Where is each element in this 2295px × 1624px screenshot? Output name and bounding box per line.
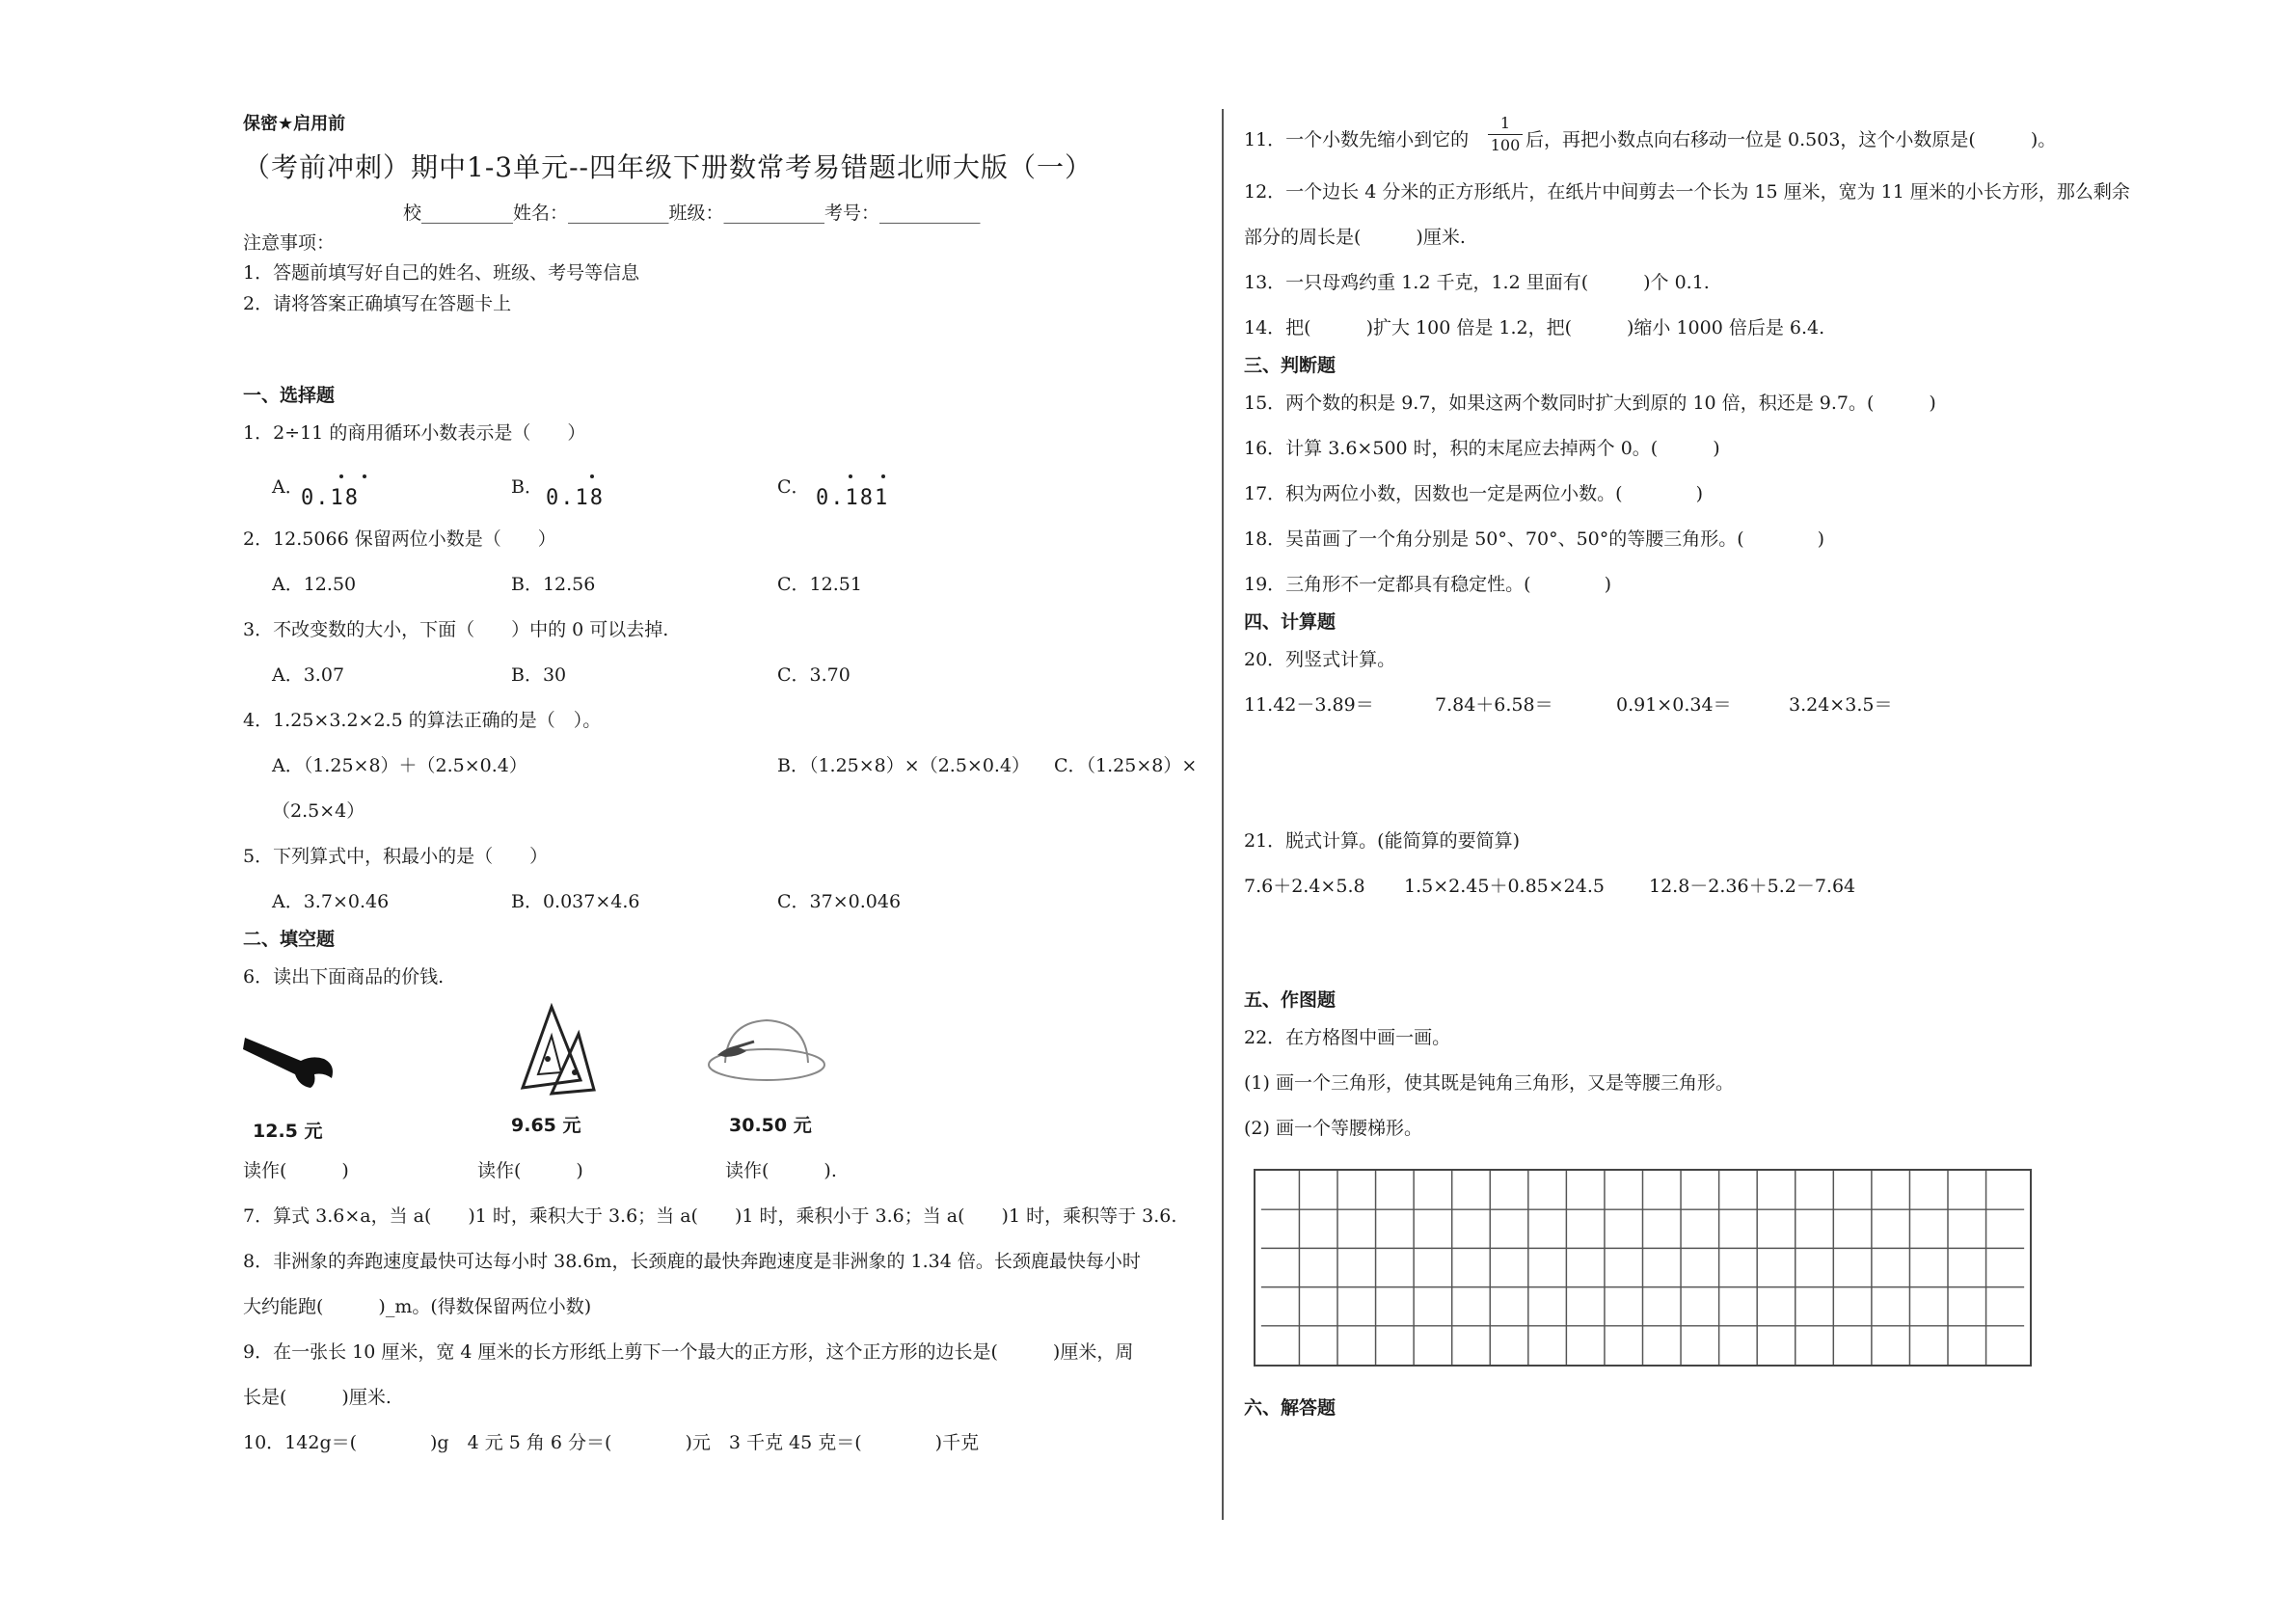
calc-item: 3.24×3.5＝ bbox=[1789, 694, 1893, 716]
calc-item: 7.6＋2.4×5.8 bbox=[1244, 876, 1365, 897]
q1-option-c-label: C． bbox=[777, 476, 810, 498]
notice-item: 2．请将答案正确填写在答题卡上 bbox=[243, 293, 512, 314]
q1-option-b-value: 0.18 bbox=[546, 486, 605, 510]
q1-option-c-value: 0.181 bbox=[816, 486, 890, 510]
q4-option-a: A．（1.25×8）＋（2.5×0.4） bbox=[272, 755, 527, 776]
price-label: 30.50 元 bbox=[729, 1115, 812, 1136]
fraction-numerator: 1 bbox=[1499, 114, 1511, 132]
question-8-cont: 大约能跑( )_m。(得数保留两位小数) bbox=[243, 1296, 592, 1317]
calc-item: 0.91×0.34＝ bbox=[1616, 694, 1732, 716]
fraction bbox=[1488, 116, 1523, 153]
question-22-part-2: (2) 画一个等腰梯形。 bbox=[1244, 1118, 1422, 1139]
question-9: 9．在一张长 10 厘米，宽 4 厘米的长方形纸上剪下一个最大的正方形，这个正方形的边长是( )厘米，周 bbox=[243, 1341, 1134, 1363]
section-heading: 六、解答题 bbox=[1244, 1397, 1336, 1419]
question-12: 12．一个边长 4 分米的正方形纸片，在纸片中间剪去一个长为 15 厘米，宽为 11 厘米的小长方形，那么剩余 bbox=[1244, 181, 2130, 203]
section-heading: 四、计算题 bbox=[1244, 611, 1336, 633]
hat-image bbox=[704, 1013, 829, 1090]
drawing-grid[interactable] bbox=[1254, 1169, 2032, 1367]
question-19: 19．三角形不一定都具有稳定性。( ) bbox=[1244, 574, 1612, 595]
repeat-dot bbox=[363, 474, 366, 478]
question-8: 8．非洲象的奔跑速度最快可达每小时 38.6m，长颈鹿的最快奔跑速度是非洲象的 1.34 倍。长颈鹿最快每小时 bbox=[243, 1251, 1141, 1272]
student-info-line: 校__________姓名：___________班级：___________考号：___________ bbox=[403, 203, 981, 224]
fraction-denominator: 100 bbox=[1490, 136, 1521, 154]
price-label: 9.65 元 bbox=[511, 1115, 581, 1136]
q3-option-a: A．3.07 bbox=[272, 664, 345, 686]
repeat-dot bbox=[339, 474, 343, 478]
q2-option-b: B．12.56 bbox=[511, 574, 596, 595]
question-20: 20．列竖式计算。 bbox=[1244, 649, 1396, 670]
question-2: 2．12.5066 保留两位小数是（ ） bbox=[243, 528, 556, 550]
section-heading: 五、作图题 bbox=[1244, 989, 1336, 1011]
question-13: 13．一只母鸡约重 1.2 千克，1.2 里面有( )个 0.1. bbox=[1244, 272, 1710, 293]
notice-title: 注意事项： bbox=[243, 232, 336, 254]
q1-option-a-value: 0.18 bbox=[301, 486, 360, 510]
repeat-dot bbox=[590, 474, 594, 478]
secret-label: 保密★启用前 bbox=[243, 114, 346, 134]
read-as: 读作( ) bbox=[477, 1160, 583, 1181]
q5-option-a: A．3.7×0.46 bbox=[272, 891, 390, 912]
read-as: 读作( ). bbox=[725, 1160, 837, 1181]
section-heading: 二、填空题 bbox=[243, 929, 336, 950]
q3-option-c: C．3.70 bbox=[777, 664, 850, 686]
question-11-cont: 后，再把小数点向右移动一位是 0.503，这个小数原是( )。 bbox=[1526, 129, 2057, 150]
question-14: 14．把( )扩大 100 倍是 1.2，把( )缩小 1000 倍后是 6.4. bbox=[1244, 317, 1825, 338]
question-15: 15．两个数的积是 9.7，如果这两个数同时扩大到原的 10 倍，积还是 9.7。( ) bbox=[1244, 392, 1936, 414]
triangle-ruler-image bbox=[513, 1003, 600, 1099]
question-22: 22．在方格图中画一画。 bbox=[1244, 1027, 1451, 1048]
question-7: 7．算式 3.6×a，当 a( )1 时，乘积大于 3.6；当 a( )1 时，乘积小于 3.6；当 a( )1 时，乘积等于 3.6. bbox=[243, 1205, 1177, 1227]
calc-item: 12.8－2.36＋5.2－7.64 bbox=[1649, 876, 1856, 897]
read-as: 读作( ) bbox=[243, 1160, 349, 1181]
question-1: 1．2÷11 的商用循环小数表示是（ ） bbox=[243, 422, 586, 444]
question-5: 5．下列算式中，积最小的是（ ） bbox=[243, 846, 549, 867]
repeat-dot bbox=[849, 474, 852, 478]
calc-item: 7.84＋6.58＝ bbox=[1435, 694, 1553, 716]
question-12-cont: 部分的周长是( )厘米. bbox=[1244, 227, 1466, 248]
question-9-cont: 长是( )厘米. bbox=[243, 1387, 392, 1408]
question-4: 4．1.25×3.2×2.5 的算法正确的是（ ）。 bbox=[243, 710, 602, 731]
section-heading: 三、判断题 bbox=[1244, 355, 1336, 376]
calc-item: 1.5×2.45＋0.85×24.5 bbox=[1404, 876, 1605, 897]
question-21: 21．脱式计算。(能简算的要简算) bbox=[1244, 830, 1521, 852]
question-11: 11．一个小数先缩小到它的 bbox=[1244, 129, 1470, 150]
question-17: 17．积为两位小数，因数也一定是两位小数。( ) bbox=[1244, 483, 1704, 504]
q4-option-b: B．（1.25×8）×（2.5×0.4） bbox=[777, 755, 1031, 776]
question-6: 6．读出下面商品的价钱. bbox=[243, 966, 445, 988]
q5-option-c: C．37×0.046 bbox=[777, 891, 902, 912]
q2-option-a: A．12.50 bbox=[272, 574, 357, 595]
q4-option-c: C．（1.25×8）× bbox=[1054, 755, 1198, 776]
q1-option-b-label: B． bbox=[511, 476, 543, 498]
page-title: （考前冲刺）期中1-3单元--四年级下册数常考易错题北师大版（一） bbox=[243, 151, 1094, 183]
question-16: 16．计算 3.6×500 时，积的末尾应去掉两个 0。( ) bbox=[1244, 438, 1720, 459]
question-10: 10．142g＝( )g 4 元 5 角 6 分＝( )元 3 千克 45 克＝( )千克 bbox=[243, 1432, 980, 1453]
q1-option-a-label: A． bbox=[272, 476, 304, 498]
notice-item: 1．答题前填写好自己的姓名、班级、考号等信息 bbox=[243, 262, 640, 284]
question-3: 3．不改变数的大小，下面（ ）中的 0 可以去掉. bbox=[243, 619, 669, 640]
q4-option-c-cont: （2.5×4） bbox=[272, 800, 365, 822]
calc-item: 11.42－3.89＝ bbox=[1244, 694, 1374, 716]
q3-option-b: B．30 bbox=[511, 664, 567, 686]
wrench-image bbox=[243, 1030, 339, 1088]
column-divider bbox=[1222, 109, 1224, 1520]
question-18: 18．吴苗画了一个角分别是 50°、70°、50°的等腰三角形。( ) bbox=[1244, 528, 1825, 550]
question-22-part-1: (1) 画一个三角形，使其既是钝角三角形，又是等腰三角形。 bbox=[1244, 1072, 1734, 1094]
repeat-dot bbox=[881, 474, 885, 478]
section-heading: 一、选择题 bbox=[243, 385, 336, 406]
price-label: 12.5 元 bbox=[253, 1121, 323, 1142]
q2-option-c: C．12.51 bbox=[777, 574, 862, 595]
q5-option-b: B．0.037×4.6 bbox=[511, 891, 640, 912]
